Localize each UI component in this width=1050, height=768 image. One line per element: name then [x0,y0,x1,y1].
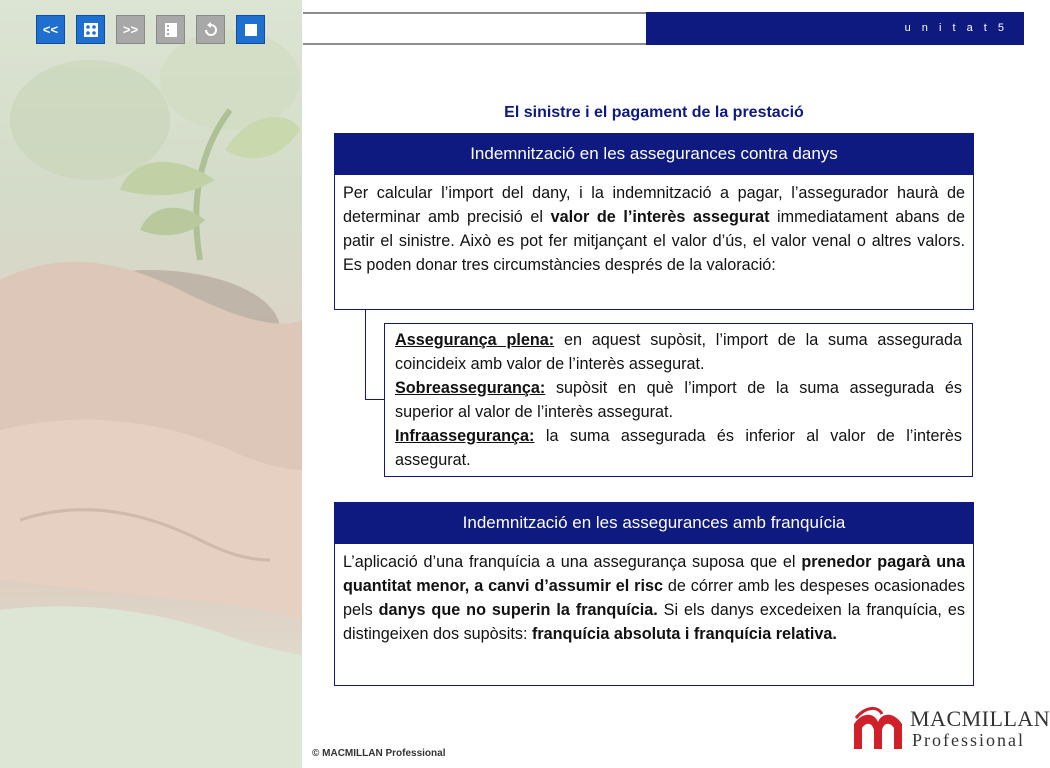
header-left-bar [303,12,646,45]
stop-button[interactable] [236,15,265,44]
grid-button[interactable] [76,15,105,44]
section1-body [334,175,974,310]
prev-button[interactable] [36,15,65,44]
grid-icon [83,22,99,38]
section2-b1: prenedor pagarà una quantitat menor, a canvi d’assumir el risc [343,553,965,595]
circumstances-box [384,323,973,477]
section2-b2: danys que no superin la franquícia. [378,601,658,619]
navigation-toolbar [36,15,265,45]
circumstance-item [395,376,962,424]
stop-icon [244,23,258,37]
header-right-bar [646,12,1024,45]
copyright-text: © MACMILLAN Professional [312,748,446,759]
section2-t2: de córrer amb les despeses ocasionades pels [343,577,965,619]
logo-line2: Professional [912,730,1025,750]
section2-b3: franquícia absoluta i franquícia relativa. [531,625,837,643]
circumstance-term: Sobreassegurança: [395,379,546,397]
undo-icon [202,21,220,39]
list-button[interactable] [156,15,185,44]
circumstance-item [395,424,962,472]
logo-line1: MACMILLAN [910,706,1050,731]
circumstance-item [395,328,962,376]
connector-line [365,310,384,400]
macmillan-logo-icon [852,704,906,754]
next-button[interactable] [116,15,145,44]
section2-heading: Indemnització en les assegurances amb franquícia [334,502,974,544]
prev-icon: << [42,22,59,37]
section1-text-b: immediatament abans de patir el sinistre. Això es pot fer mitjançant el valor d’ús, el valor venal o altres valors. Es poden donar tres circumstàncies després de la valoració: [343,208,965,274]
unit-label: u n i t a t 5 [904,22,1008,34]
background-photo [0,0,302,768]
section1-heading: Indemnització en les assegurances contra danys [334,133,974,175]
macmillan-logo [852,700,1050,756]
circumstance-term: Infraassegurança: [395,427,535,445]
next-icon: >> [122,22,139,37]
circumstance-text: la suma assegurada és inferior al valor de l’interès assegurat. [395,427,962,469]
section2-t3: Si els danys excedeixen la franquícia, es distingeixen dos supòsits: [343,601,965,643]
circumstance-text: en aquest supòsit, l’import de la suma assegurada coincideix amb valor de l’interès assegurat. [395,331,962,373]
page-title: El sinistre i el pagament de la prestació [504,104,804,121]
undo-button[interactable] [196,15,225,44]
circumstance-text: supòsit en què l’import de la suma assegurada és superior al valor de l’interès assegurat. [395,379,962,421]
section1-text-a: Per calcular l’import del dany, i la indemnització a pagar, l’assegurador haurà de determinar amb precisió el [343,184,965,226]
section2-body [334,544,974,686]
list-icon [163,22,179,38]
section2-t1: L’aplicació d’una franquícia a una assegurança suposa que el [343,553,802,571]
circumstance-term: Assegurança plena: [395,331,555,349]
section1-text-bold: valor de l’interès assegurat [550,208,770,226]
